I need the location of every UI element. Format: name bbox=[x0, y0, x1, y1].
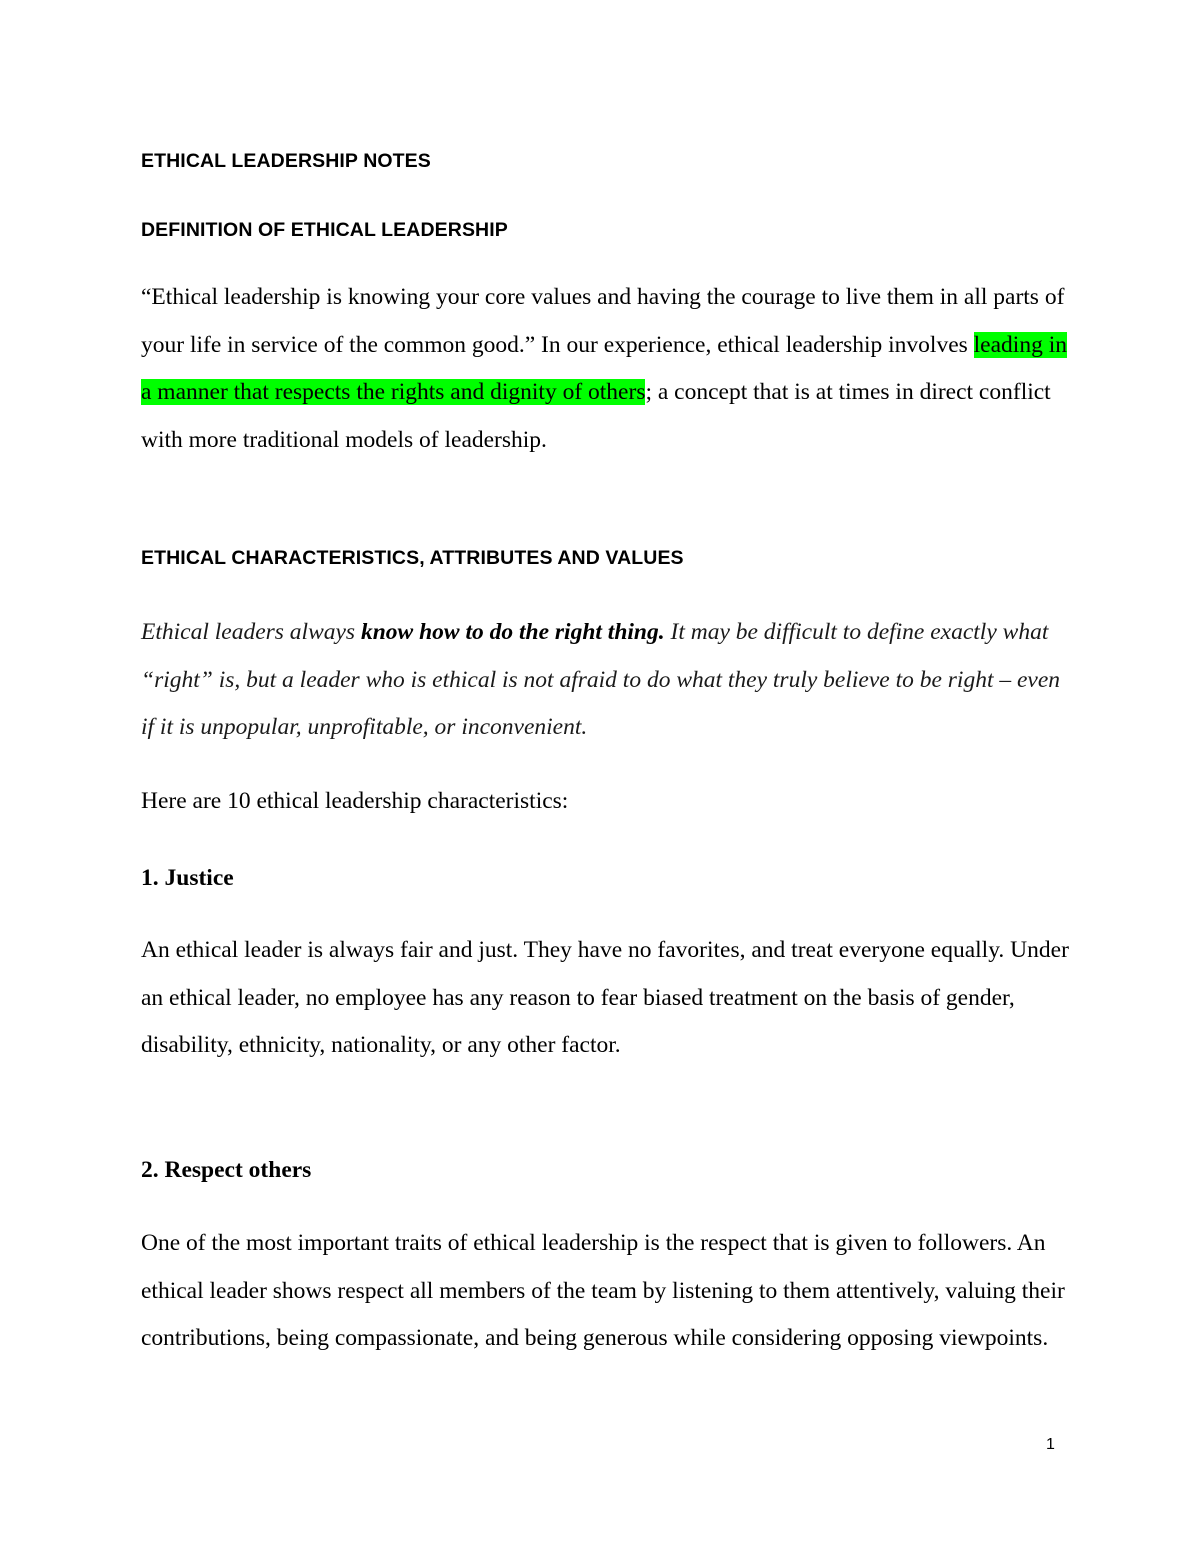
definition-text-end: ; a concept that is at times in direct conflict with more traditional models of leadership. bbox=[141, 379, 1051, 453]
italic-lead: Ethical leaders always bbox=[141, 619, 361, 645]
item-body-justice: An ethical leader is always fair and just. They have no favorites, and treat everyone equally. Under an ethical leader, no employee has any reason to fear biased treatment on the basis of gender, disability, ethnicity, nationality, or any other factor. bbox=[141, 937, 1069, 1058]
item-title-respect: 2. Respect others bbox=[141, 1157, 312, 1183]
document-title: ETHICAL LEADERSHIP NOTES bbox=[141, 150, 431, 172]
page-number: 1 bbox=[1046, 1436, 1055, 1453]
highlighted-phrase: leading in a manner that respects the rights and dignity of others bbox=[141, 331, 1067, 405]
italic-rest: It may be difficult to define exactly what “right” is, but a leader who is ethical is not afraid to do what they truly believe to be right – even if it is unpopular, unprofitable, or inconvenient. bbox=[141, 619, 1061, 740]
definition-paragraph bbox=[141, 274, 1071, 464]
italic-paragraph bbox=[141, 609, 1071, 752]
item-title-justice: 1. Justice bbox=[141, 865, 234, 891]
item-body-respect: One of the most important traits of ethical leadership is the respect that is given to followers. An ethical leader shows respect all members of the team by listening to them attentively, valuing their contributions, being compassionate, and being generous while considering opposing viewpoints. bbox=[141, 1230, 1065, 1351]
definition-heading: DEFINITION OF ETHICAL LEADERSHIP bbox=[141, 219, 508, 241]
characteristics-heading: ETHICAL CHARACTERISTICS, ATTRIBUTES AND VALUES bbox=[141, 547, 684, 569]
definition-text-start: “Ethical leadership is knowing your core values and having the courage to live them in all parts of your life in service of the common good.” In our experience, ethical leadership involves bbox=[141, 284, 1065, 358]
intro-line: Here are 10 ethical leadership characteristics: bbox=[141, 788, 569, 814]
bold-emphasis: know how to do the right thing. bbox=[360, 619, 665, 645]
